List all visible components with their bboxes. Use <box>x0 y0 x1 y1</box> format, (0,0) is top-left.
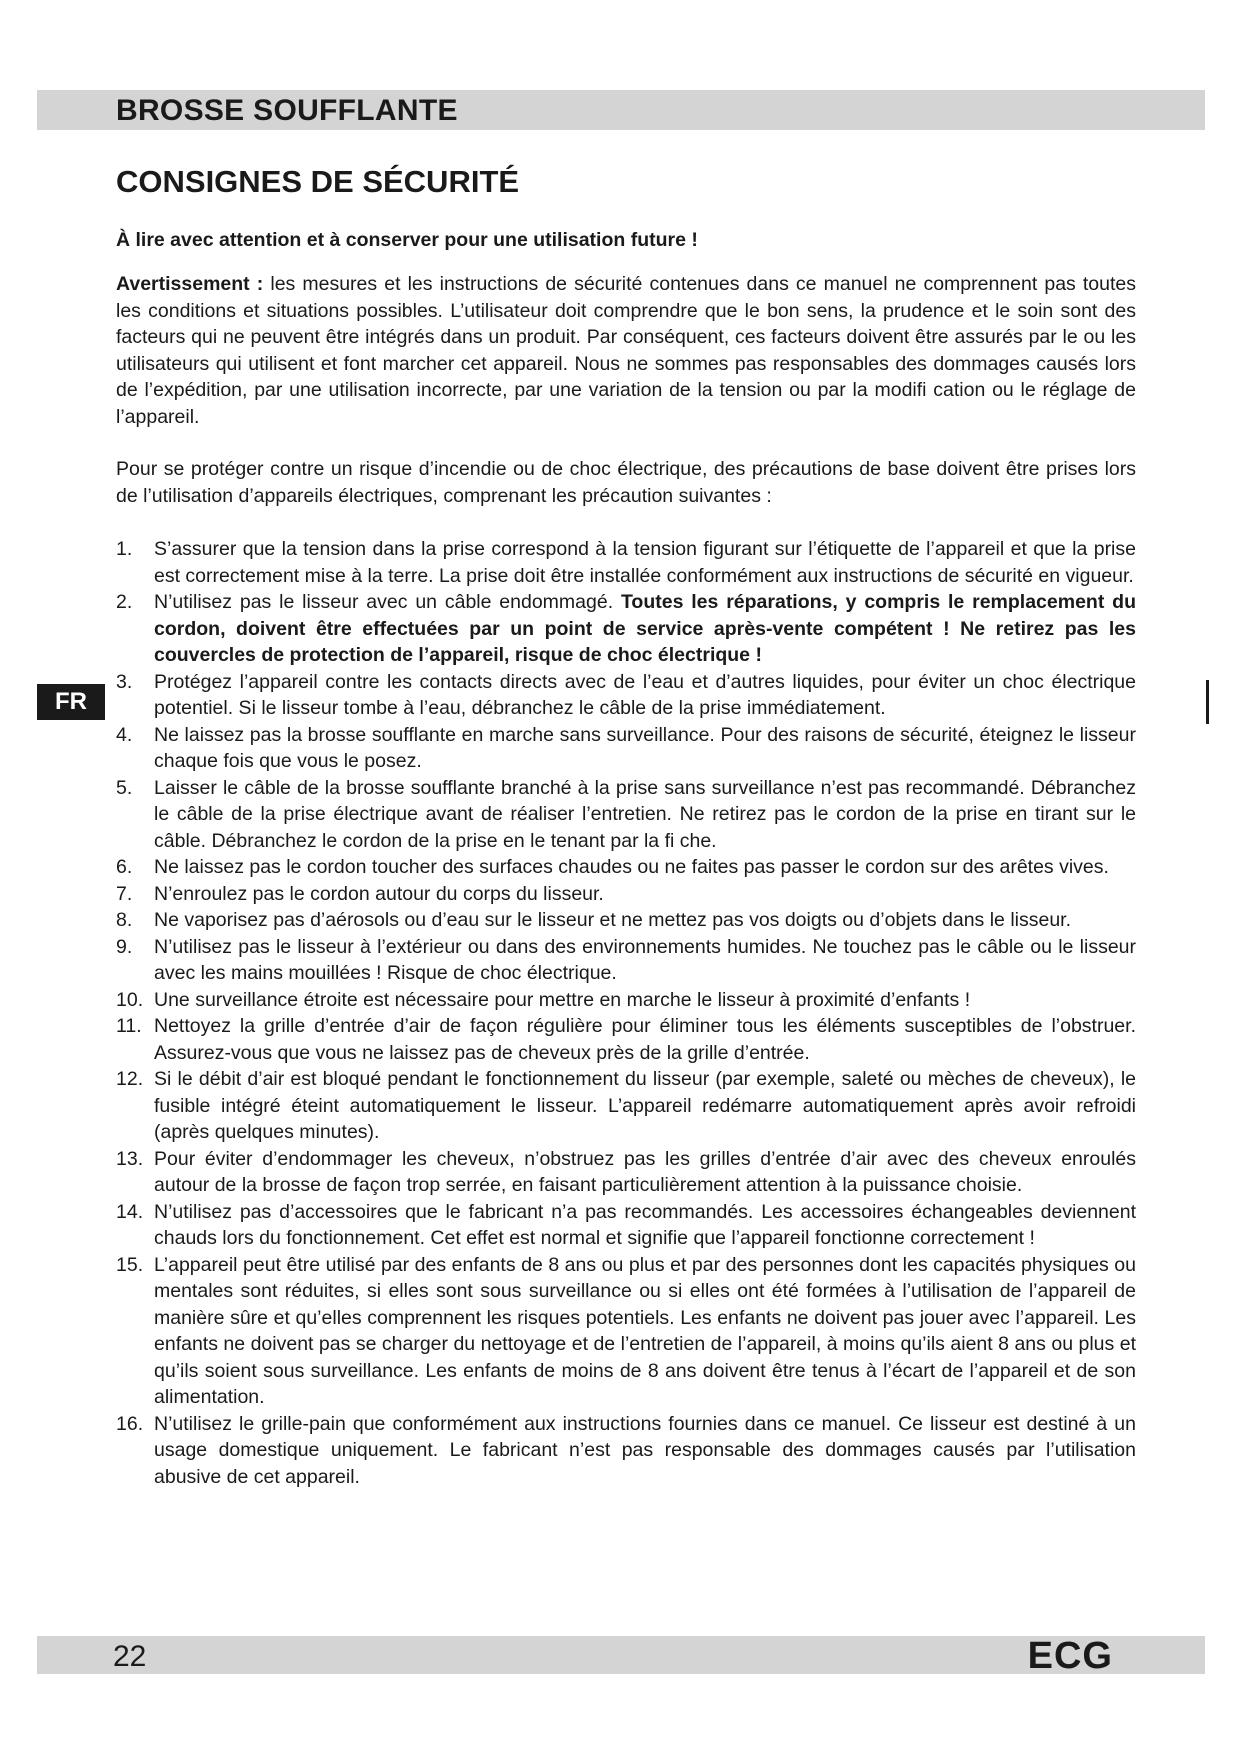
warning-label: Avertissement : <box>116 273 264 295</box>
list-item-text: L’appareil peut être utilisé par des enfants de 8 ans ou plus et par des personnes dont les capacités physiques ou mentales sont réduites, si elles sont sous surveillance ou si elles ont été formées à l’utilisation de l’appareil de manière sûre et qu’elles comprennent les risques potentiels. Les enfants ne doivent pas jouer avec l’appareil. Les enfants ne doivent pas se charger du nettoyage et de l’entretien de l’appareil, à moins qu’ils aient 8 ans ou plus et qu’ils soient sous surveillance. Les enfants de moins de 8 ans doivent être tenus à l’écart de l’appareil et de son alimentation. <box>154 1253 1136 1408</box>
list-item <box>116 1411 1136 1491</box>
page-number: 22 <box>113 1640 147 1673</box>
list-item-number: 1. <box>116 538 133 560</box>
list-item-number: 7. <box>116 882 133 905</box>
list-item-number: 2. <box>116 591 133 613</box>
list-item-text: Ne vaporisez pas d’aérosols ou d’eau sur le lisseur et ne mettez pas vos doigts ou d’objets dans le lisseur. <box>154 909 1072 931</box>
list-item-text: Laisser le câble de la brosse soufflante branché à la prise sans surveillance n’est pas recommandé. Débranchez le câble de la prise électrique avant de réaliser l’entretien. Ne retirez pas le cordon de la prise en tirant sur le câble. Débranchez le cordon de la prise en le tenant par la fi che. <box>154 776 1136 852</box>
list-item-number: 12. <box>116 1068 144 1090</box>
list-item-text: N’utilisez pas le lisseur avec un câble endommagé. <box>154 591 621 613</box>
language-tab: FR <box>37 684 105 720</box>
list-item-number: 11. <box>116 1015 142 1037</box>
list-item <box>116 1146 1136 1199</box>
list-item-text: N’utilisez le grille-pain que conformément aux instructions fournies dans ce manuel. Ce lisseur est destiné à un usage domestique uniquement. Le fabricant n’est pas responsable des dommages causés par l’utilisation abusive de cet appareil. <box>154 1412 1136 1488</box>
list-item-text: Ne laissez pas le cordon toucher des surfaces chaudes ou ne faites pas passer le cordon sur des arêtes vives. <box>154 856 1109 878</box>
list-item-number: 4. <box>116 723 133 746</box>
list-item <box>116 1199 1136 1252</box>
margin-marker <box>1206 680 1209 724</box>
list-item-text: Une surveillance étroite est nécessaire pour mettre en marche le lisseur à proximité d’enfants ! <box>154 988 971 1011</box>
section-title: CONSIGNES DE SÉCURITÉ <box>116 164 520 199</box>
list-item-text: Si le débit d’air est bloqué pendant le fonctionnement du lisseur (par exemple, saleté ou mèches de cheveux), le fusible intégré éteint automatiquement le lisseur. L’appareil redémarre automatiquement après avoir refroidi (après quelques minutes). <box>154 1068 1136 1143</box>
list-item-bold-text: Toutes les réparations, y compris le remplacement du cordon, doivent être effectuées par un point de service après-vente compétent ! Ne retirez pas les couvercles de protection de l’appareil, risque de choc électrique ! <box>154 591 1136 666</box>
footer-bar <box>37 1635 1205 1677</box>
list-item-number: 15. <box>116 1253 144 1276</box>
list-item-text: Protégez l’appareil contre les contacts directs avec de l’eau et d’autres liquides, pour éviter un choc électrique potentiel. Si le lisseur tombe à l’eau, débranchez le câble de la prise immédiatement. <box>154 670 1136 719</box>
page-header-title: BROSSE SOUFFLANTE <box>116 94 458 127</box>
list-item <box>116 881 1136 908</box>
list-item <box>116 907 1136 934</box>
section-subtitle: À lire avec attention et à conserver pour une utilisation future ! <box>116 229 698 251</box>
list-item-number: 3. <box>116 670 133 693</box>
list-item <box>116 1252 1136 1411</box>
list-item <box>116 1066 1136 1146</box>
list-item <box>116 987 1136 1014</box>
list-item-number: 13. <box>116 1147 144 1170</box>
intro-paragraph: Pour se protéger contre un risque d’incendie ou de choc électrique, des précautions de base doivent être prises lors de l’utilisation d’appareils électriques, comprenant les précaution suivantes : <box>116 458 1136 507</box>
brand-logo: ECG <box>1027 1635 1113 1677</box>
list-item-number: 5. <box>116 776 133 799</box>
warning-paragraph <box>116 271 1136 430</box>
warning-text: les mesures et les instructions de sécurité contenues dans ce manuel ne comprennent pas toutes les conditions et situations possibles. L’utilisateur doit comprendre que le bon sens, la prudence et le soin sont des facteurs qui ne peuvent être intégrés dans un produit. Par conséquent, ces facteurs doivent être assurés par le ou les utilisateurs qui utilisent et font marcher cet appareil. Nous ne sommes pas responsables des dommages causés lors de l’expédition, par une utilisation incorrecte, par une variation de la tension ou par la modifi cation ou le réglage de l’appareil. <box>116 273 1136 428</box>
list-item-number: 10. <box>116 988 144 1011</box>
list-item-number: 9. <box>116 935 133 958</box>
list-item <box>116 1013 1136 1066</box>
list-item <box>116 934 1136 987</box>
list-item-number: 14. <box>116 1200 144 1223</box>
list-item <box>116 589 1136 669</box>
list-item-text: N’utilisez pas d’accessoires que le fabricant n’a pas recommandés. Les accessoires échangeables deviennent chauds lors du fonctionnement. Cet effet est normal et signifie que l’appareil fonctionne correctement ! <box>154 1200 1136 1249</box>
list-item <box>116 854 1136 881</box>
list-item-number: 6. <box>116 856 133 878</box>
safety-list <box>116 536 1136 1490</box>
list-item <box>116 775 1136 855</box>
list-item <box>116 722 1136 775</box>
list-item-text: N’enroulez pas le cordon autour du corps du lisseur. <box>154 882 604 905</box>
list-item-text: Pour éviter d’endommager les cheveux, n’obstruez pas les grilles d’entrée d’air avec des cheveux enroulés autour de la brosse de façon trop serrée, en faisant particulièrement attention à la puissance choisie. <box>154 1147 1136 1196</box>
header-bar <box>37 90 1205 130</box>
list-item-text: S’assurer que la tension dans la prise correspond à la tension figurant sur l’étiquette de l’appareil et que la prise est correctement mise à la terre. La prise doit être installée conformément aux instructions de sécurité en vigueur. <box>154 538 1136 587</box>
content-body <box>116 271 1136 1490</box>
list-item-text: Ne laissez pas la brosse soufflante en marche sans surveillance. Pour des raisons de sécurité, éteignez le lisseur chaque fois que vous le posez. <box>154 723 1136 772</box>
list-item-number: 8. <box>116 909 133 931</box>
list-item-text: N’utilisez pas le lisseur à l’extérieur ou dans des environnements humides. Ne touchez pas le câble ou le lisseur avec les mains mouillées ! Risque de choc électrique. <box>154 935 1136 984</box>
list-item-number: 16. <box>116 1412 144 1435</box>
list-item-text: Nettoyez la grille d’entrée d’air de façon régulière pour éliminer tous les éléments susceptibles de l’obstruer. Assurez-vous que vous ne laissez pas de cheveux près de la grille d’entrée. <box>154 1015 1136 1064</box>
list-item <box>116 669 1136 722</box>
list-item <box>116 536 1136 589</box>
